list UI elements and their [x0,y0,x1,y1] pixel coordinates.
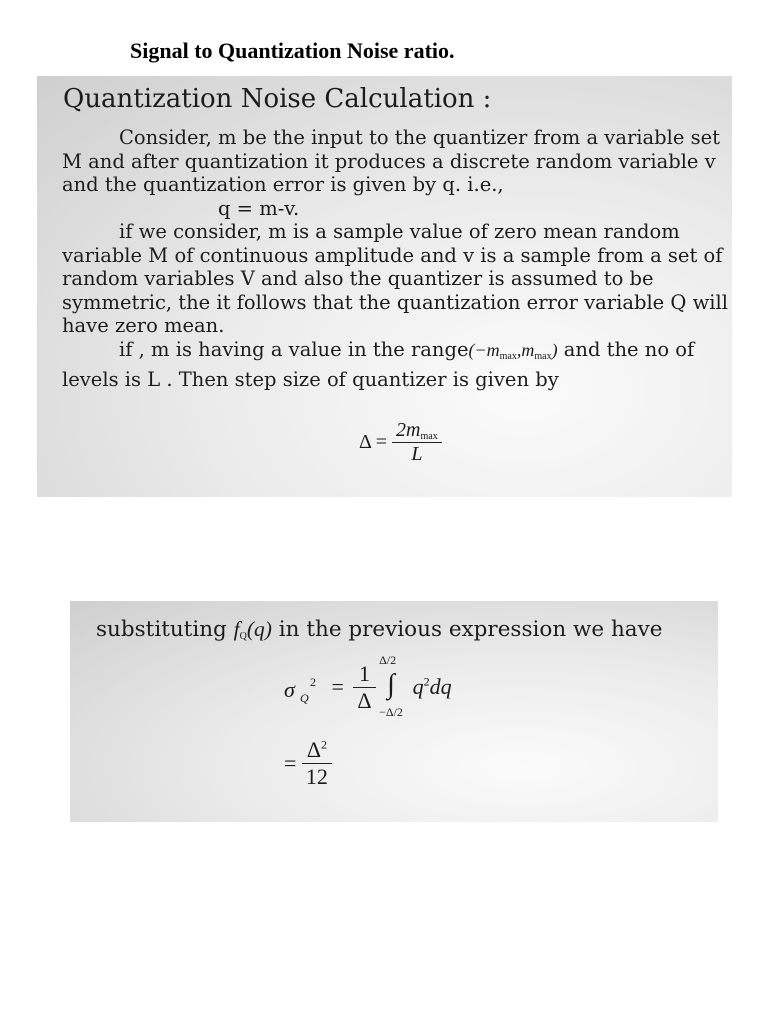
variance-result: = $\frac{\Delta^2}{12}$ [284,737,332,790]
paragraph-zero-mean: if we consider, m is a sample value of zero mean random variable M of continuous amplitude and v is a sample from a set of random variables V and also the quantizer is assumed to be symmetric, the it follows that the quantization error variable Q will have zero mean. [62,220,728,337]
one-over-delta: $\frac{1}{\Delta}$ [353,661,375,714]
variance-slide [70,601,718,822]
slide-title: Quantization Noise Calculation : [63,84,492,114]
levels-text: and the no of levels is L . Then step size of quantizer is given by [62,337,695,391]
range-lead-text: if , m is having a value in the range [119,337,469,361]
integral-sign: Δ/2 ∫ −Δ/2 [379,653,403,719]
paragraph-step-size [62,338,728,392]
pdf-symbol: $f_Q(q)$ [233,617,272,642]
range-expression: $(-m_{max},m_{max})$ [468,339,558,362]
quantization-noise-slide [37,76,732,497]
fraction-numerator: $2m_{max}$ [396,419,438,442]
sigma-symbol: σ 2 Q [284,675,316,705]
substitution-statement: substituting $f_Q(q)$ in the previous expression we have [96,617,663,642]
fraction-denominator: L [392,442,442,466]
variance-formula: σ 2 Q = $\frac{1}{\Delta}$ Δ/2 ∫ −Δ/2 $q^2dq$ [284,653,452,719]
delta-squared-over-twelve: $\frac{\Delta^2}{12}$ [302,737,332,790]
integrand: $q^2dq$ [412,674,452,699]
step-size-fraction [392,419,442,466]
paragraph-input-definition: Consider, m be the input to the quantizer from a variable set M and after quantization it produces a discrete random variable v and the quantization error is given by q. i.e., [62,126,720,196]
error-equation: q = m-v. [218,196,300,220]
step-size-formula [359,419,442,466]
delta-lhs: Δ = [359,431,388,453]
page-heading: Signal to Quantization Noise ratio. [130,38,455,63]
slide-body [62,126,728,392]
